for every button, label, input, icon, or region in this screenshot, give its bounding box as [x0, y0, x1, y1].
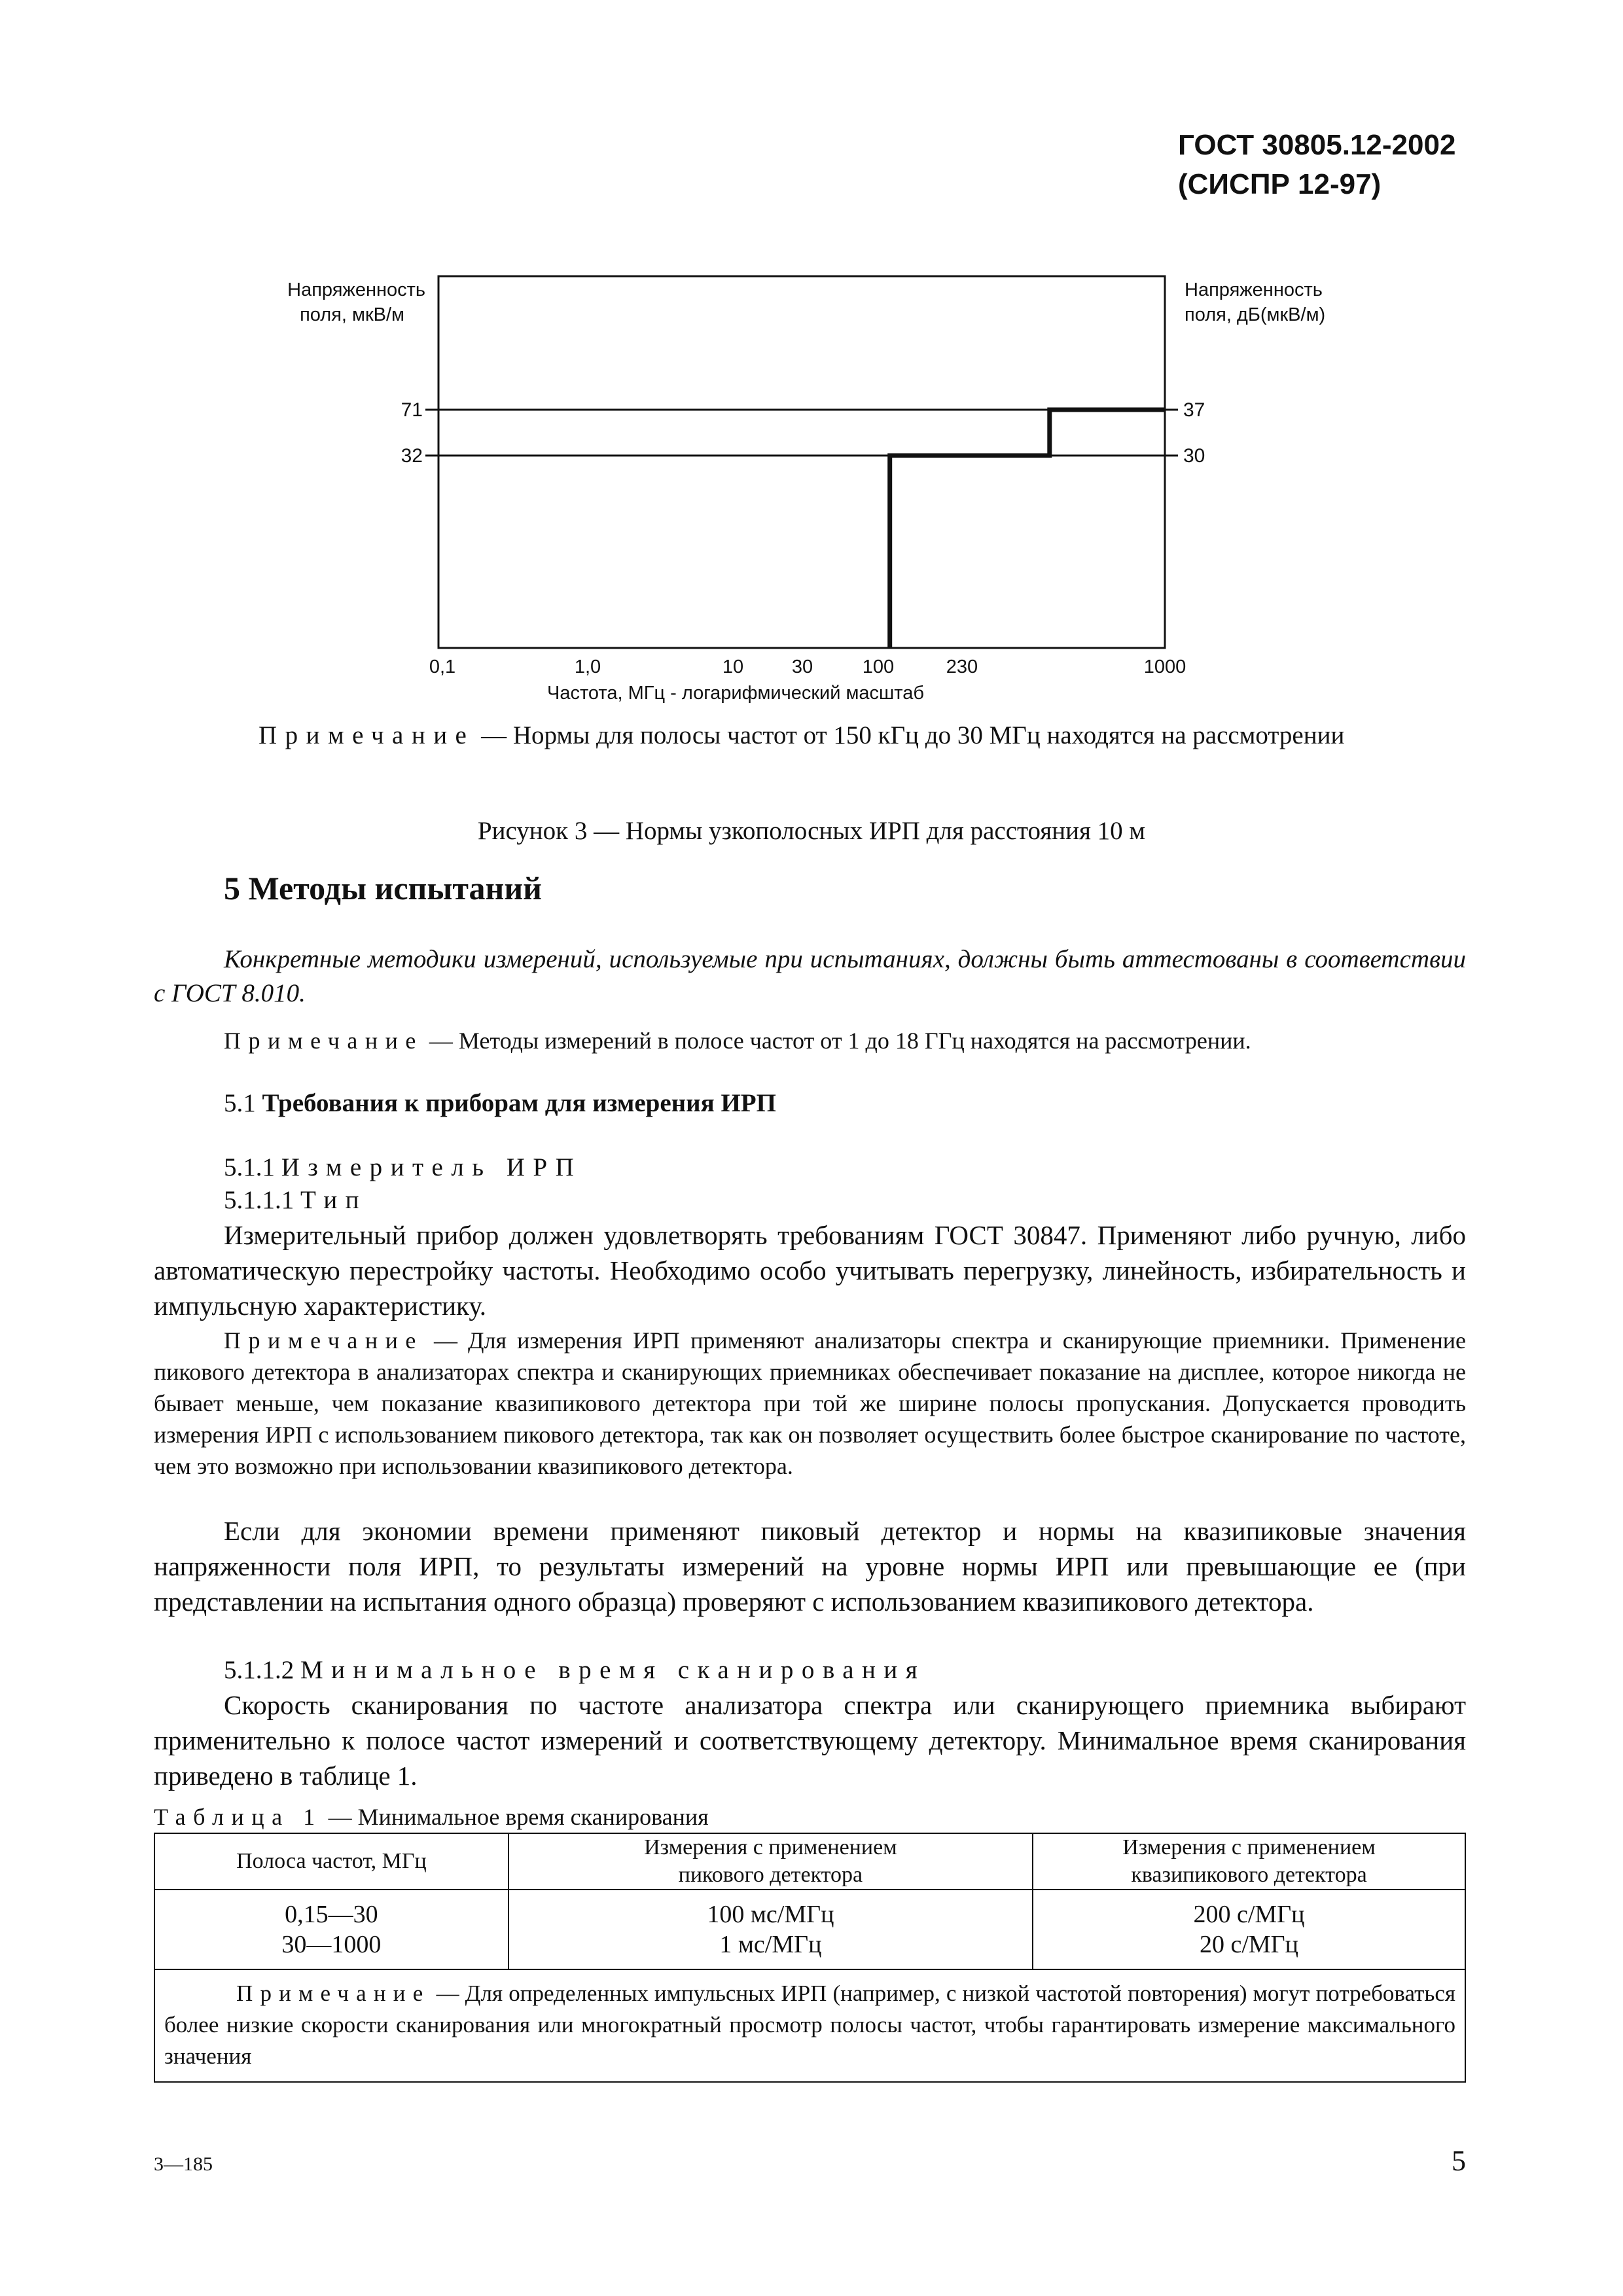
plot-frame: [438, 276, 1165, 648]
right-axis-label-line1: Напряженность: [1185, 279, 1323, 300]
standard-equivalent: (СИСПР 12-97): [1178, 168, 1382, 200]
subsection-5-1-1-2: [224, 1653, 1467, 1687]
type-note-label: Примечание: [224, 1327, 423, 1354]
table-caption-title: — Минимальное время сканирования: [328, 1804, 709, 1830]
x-tick-label-1: 1,0: [574, 656, 601, 677]
subsection-5-1-title: Требования к приборам для измерения ИРП: [262, 1089, 776, 1117]
header-peak-line2: пикового детектора: [678, 1863, 863, 1887]
peak-value-1: 100 мс/МГц: [707, 1901, 834, 1928]
type-paragraph: Измерительный прибор должен удовлетворять требованиям ГОСТ 30847. Применяют либо ручную, либо автоматическую перестройку частоты. Необходимо особо учитывать перегрузку, линейность, избирательность и импульсную характеристику.: [154, 1220, 1466, 1321]
x-tick-label-100: 100: [862, 656, 895, 677]
page-number: 5: [1452, 2145, 1466, 2177]
header-frequency-band: Полоса частот, МГц: [154, 1833, 508, 1890]
figure-caption: Рисунок 3 — Нормы узкополосных ИРП для расстояния 10 м: [477, 817, 1146, 845]
x-axis-label: Частота, МГц - логарифмический масштаб: [546, 683, 925, 704]
figure-note-label: Примечание: [259, 721, 475, 749]
subsection-5-1-1-2-title: Минимальное время сканирования: [300, 1656, 926, 1684]
table-note-label: Примечание: [236, 1981, 431, 2006]
cell-frequency-bands: [154, 1890, 508, 1969]
header-quasi-peak-detector: [1033, 1833, 1465, 1890]
section-note-label: Примечание: [224, 1028, 423, 1054]
cell-quasi-peak-values: [1033, 1890, 1465, 1969]
table-row: [154, 1890, 1465, 1969]
x-tick-label-230: 230: [946, 656, 978, 677]
section-intro: Конкретные методики измерений, используемые при испытаниях, должны быть аттестованы в соответствии с ГОСТ 8.010.: [154, 945, 1466, 1007]
standard-number: ГОСТ 30805.12-2002: [1178, 129, 1456, 161]
scan-time-table-wrapper: [154, 1833, 1466, 2083]
limits-figure: [249, 262, 1427, 733]
table-note-row: [154, 1969, 1465, 2082]
section-note-text: — Методы измерений в полосе частот от 1 до 18 ГГц находятся на рассмотрении.: [429, 1028, 1251, 1054]
peak-value-2: 1 мс/МГц: [719, 1931, 822, 1958]
type-note: [154, 1325, 1466, 1482]
limits-chart: [249, 262, 1427, 733]
header-quasi-line2: квазипикового детектора: [1131, 1863, 1367, 1887]
subsection-5-1-1-1-title: Тип: [300, 1186, 368, 1214]
band-value-1: 0,15—30: [285, 1901, 378, 1928]
x-tick-label-10: 10: [722, 656, 744, 677]
header-quasi-line1: Измерения с применением: [1122, 1835, 1376, 1859]
left-axis-label-line1: Напряженность: [287, 279, 425, 300]
limit-step-line: [890, 410, 1165, 648]
section-note: [224, 1025, 1467, 1056]
band-value-2: 30—1000: [281, 1931, 382, 1958]
subsection-5-1-1-title: Измеритель ИРП: [281, 1153, 582, 1181]
x-tick-label-0.1: 0,1: [429, 656, 456, 677]
left-axis-label-line2: поля, мкВ/м: [300, 304, 404, 325]
document-code: [1178, 126, 1466, 204]
scan-time-paragraph: Скорость сканирования по частоте анализатора спектра или сканирующего приемника выбирают применительно к полосе частот измерений и соответствующему детектору. Минимальное время сканирования приведено в таблице 1.: [154, 1690, 1466, 1791]
table-note-text: — Для определенных импульсных ИРП (например, с низкой частотой повторения) могут потребоваться более низкие скорости сканирования или многократный просмотр полосы частот, чтобы гарантировать измерение максимального значения: [164, 1981, 1455, 2069]
left-tick-label-32: 32: [401, 445, 423, 467]
table-caption: [154, 1801, 1466, 1833]
x-tick-label-30: 30: [791, 656, 813, 677]
quasi-value-1: 200 с/МГц: [1193, 1901, 1305, 1928]
subsection-5-1-1-2-number: 5.1.1.2: [224, 1656, 294, 1684]
header-peak-line1: Измерения с применением: [644, 1835, 897, 1859]
figure-note: [259, 719, 1358, 753]
scan-time-table: [154, 1833, 1466, 2083]
subsection-5-1-number: 5.1: [224, 1089, 256, 1117]
x-tick-label-1000: 1000: [1143, 656, 1186, 677]
left-tick-label-71: 71: [401, 399, 423, 421]
table-caption-label: Таблица 1: [154, 1804, 323, 1830]
peak-detector-paragraph: Если для экономии времени применяют пиковый детектор и нормы на квазипиковые значения напряженности поля ИРП, то результаты измерений на уровне нормы ИРП или превышающие ее (при представлении на испытания одного образца) проверяют с использованием квазипикового детектора.: [154, 1516, 1466, 1617]
subsection-5-1-1-1-number: 5.1.1.1: [224, 1186, 294, 1214]
section-heading: 5 Методы испытаний: [224, 870, 542, 906]
subsection-5-1-1: [224, 1151, 1467, 1185]
subsection-5-1-1-number: 5.1.1: [224, 1153, 275, 1181]
header-peak-detector: [508, 1833, 1033, 1890]
type-note-text: — Для измерения ИРП применяют анализаторы спектра и сканирующие приемники. Применение пикового детектора в анализаторах спектра и сканирующих приемниках обеспечивает показание на дисплее, которое никогда не бывает меньше, чем показание квазипикового детектора при той же ширине полосы пропускания. Допускается проводить измерения ИРП с использованием пикового детектора, так как он позволяет осуществить более быстрое сканирование по частоте, чем это возможно при использовании квазипикового детектора.: [154, 1327, 1467, 1479]
cell-peak-values: [508, 1890, 1033, 1969]
right-tick-label-30: 30: [1183, 445, 1205, 467]
figure-note-text: — Нормы для полосы частот от 150 кГц до 30 МГц находятся на рассмотрении: [481, 721, 1345, 749]
print-code: 3—185: [154, 2153, 213, 2175]
right-tick-label-37: 37: [1183, 399, 1205, 421]
quasi-value-2: 20 с/МГц: [1199, 1931, 1298, 1958]
subsection-5-1-1-1: [224, 1183, 1467, 1217]
table-header-row: [154, 1833, 1465, 1890]
table-note: [154, 1969, 1465, 2082]
right-axis-label-line2: поля, дБ(мкВ/м): [1185, 304, 1326, 325]
subsection-5-1: [224, 1086, 1467, 1121]
